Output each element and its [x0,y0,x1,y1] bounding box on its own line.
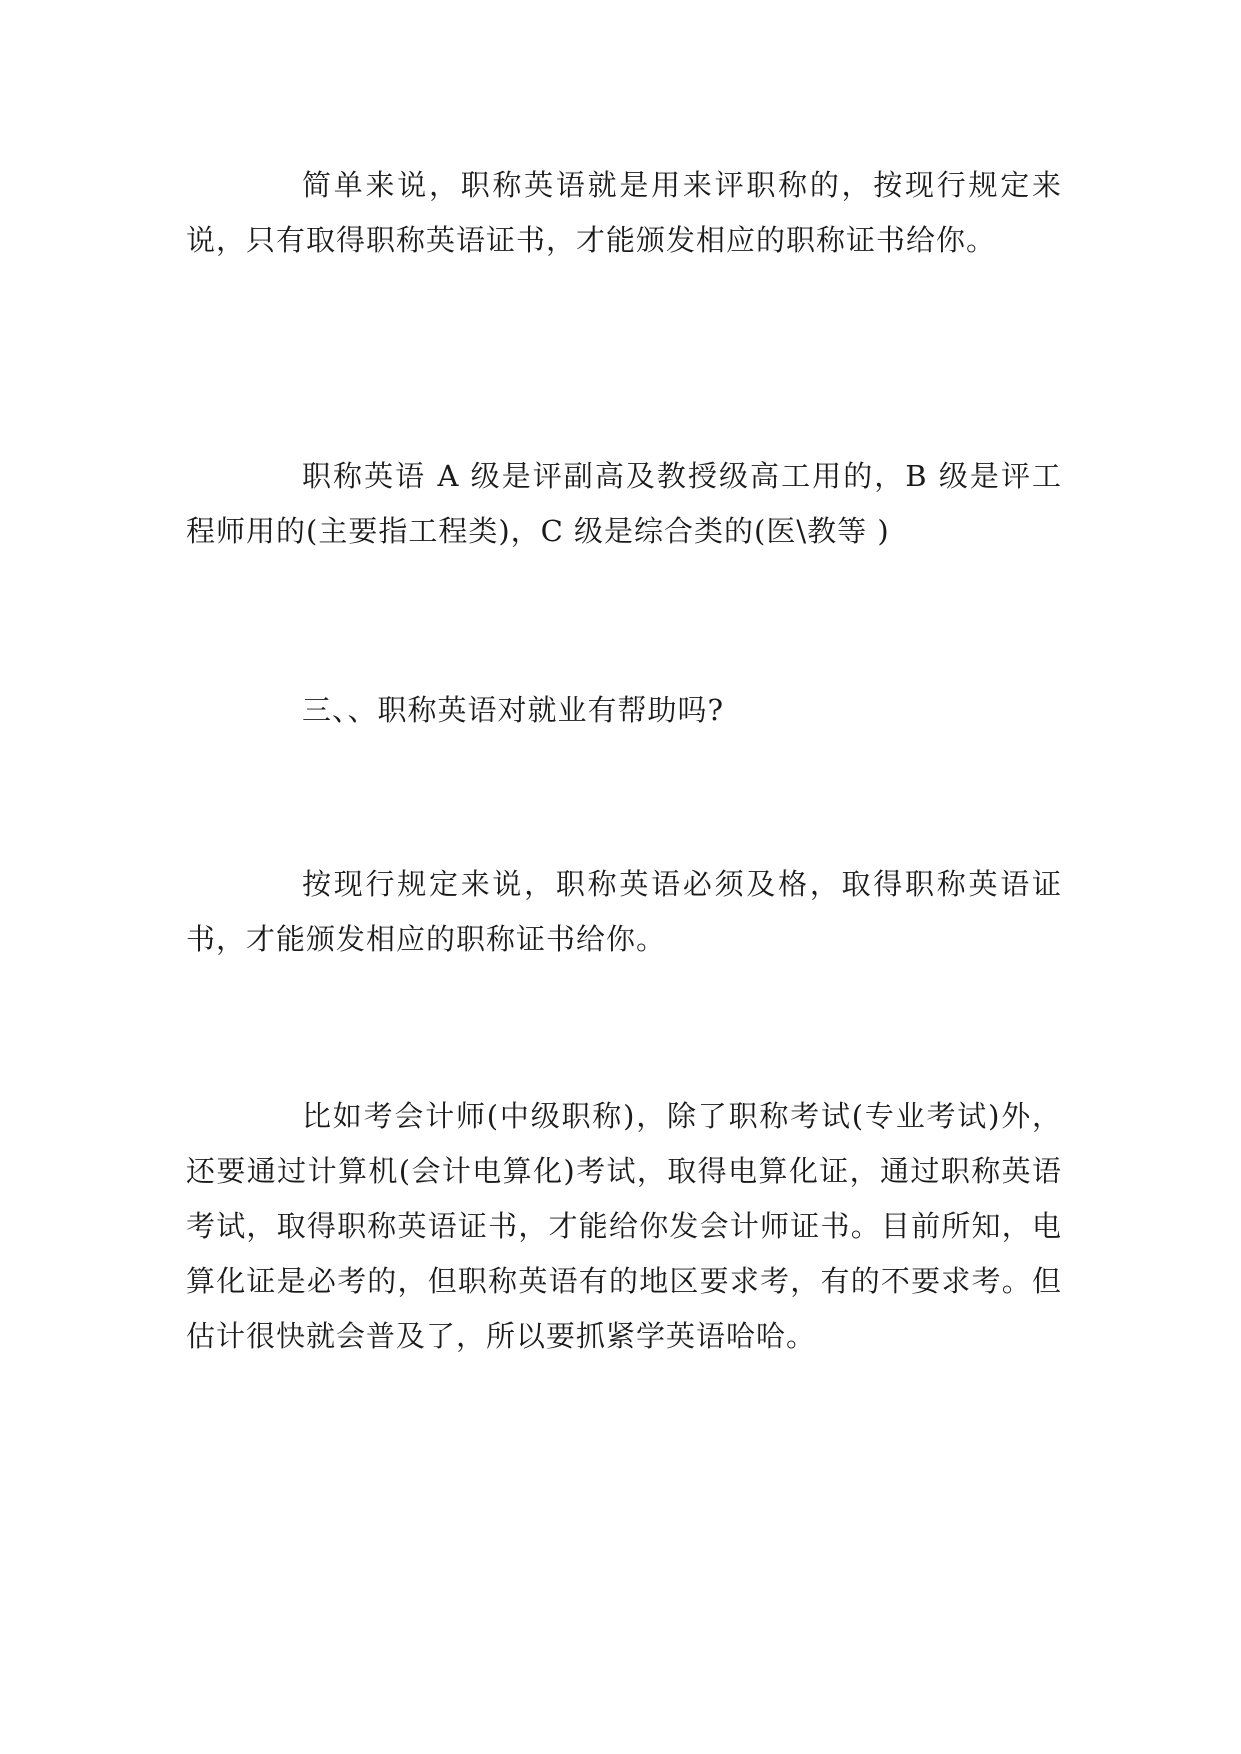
paragraph-levels: 职称英语 A 级是评副高及教授级高工用的，B 级是评工程师用的(主要指工程类)，C 级是综合类的(医\教等 ) [186,459,1062,548]
paragraph-example: 比如考会计师(中级职称)，除了职称考试(专业考试)外，还要通过计算机(会计电算化)考试，取得电算化证，通过职称英语考试，取得职称英语证书，才能给你发会计师证书。目前所知，电算化证是必考的，但职称英语有的地区要求考，有的不要求考。但估计很快就会普及了，所以要抓紧学英语哈哈。 [186,1099,1062,1353]
paragraph-requirement: 按现行规定来说，职称英语必须及格，取得职称英语证书，才能颁发相应的职称证书给你。 [186,867,1062,956]
paragraph-intro: 简单来说，职称英语就是用来评职称的，按现行规定来说，只有取得职称英语证书，才能颁发相应的职称证书给你。 [186,168,1062,257]
section-heading: 三、、职称英语对就业有帮助吗? [302,693,725,727]
